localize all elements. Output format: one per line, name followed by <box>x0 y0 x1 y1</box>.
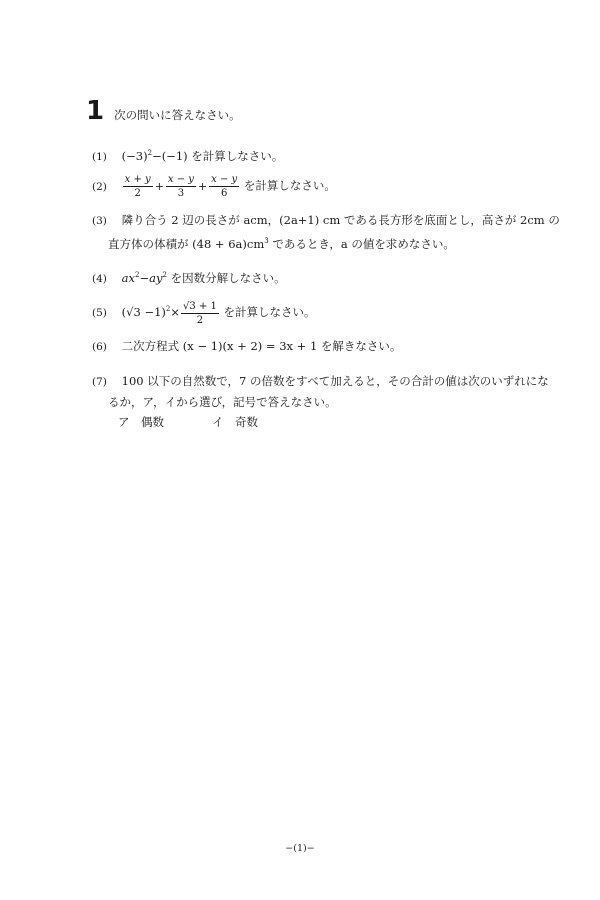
page-number: −(1)− <box>285 843 315 854</box>
q5-prefix: (√3 −1) <box>121 305 166 319</box>
q1-expr2: −(−1) <box>152 149 188 163</box>
question-number: (7) <box>92 376 107 388</box>
q2-fraction-3 <box>209 173 239 200</box>
question-number: (5) <box>92 307 107 319</box>
section-title: 次の問いに答えなさい。 <box>114 108 241 122</box>
q4-operator: − <box>139 271 150 285</box>
question-7-continued <box>108 391 337 413</box>
q4-instruction: を因数分解しなさい。 <box>170 271 286 285</box>
q7-line-1: 100 以下の自然数で，7 の倍数をすべて加えると，その合計の値は次のいずれにな <box>121 374 549 388</box>
choice-b: イ 奇数 <box>212 415 258 429</box>
denominator: 3 <box>177 188 185 199</box>
q3-line-1: 隣り合う 2 辺の長さが acm，(2a+1) cm である長方形を底面とし，高さが 2cm の <box>121 213 560 227</box>
q1-exponent: 2 <box>147 149 153 157</box>
question-5 <box>92 298 316 327</box>
q3-exponent: 3 <box>264 237 269 245</box>
question-number: (2) <box>92 180 107 193</box>
q5-exponent: 2 <box>165 305 171 313</box>
numerator: x − y <box>211 174 238 185</box>
choice-a: ア 偶数 <box>118 415 164 429</box>
denominator: 2 <box>134 188 141 199</box>
q2-fraction-1 <box>123 173 153 200</box>
numerator: x + y <box>124 174 151 185</box>
q4-term-a: ax <box>121 271 135 285</box>
question-7 <box>92 370 549 393</box>
question-number: (4) <box>92 273 107 285</box>
plus-operator: + <box>197 179 208 193</box>
q3-line-2-tail: であるとき，a の値を求めなさい。 <box>272 237 455 251</box>
q4-exponent-a: 2 <box>135 271 140 279</box>
section-header <box>86 98 241 126</box>
denominator: 2 <box>196 314 204 326</box>
q5-operator: × <box>170 305 180 319</box>
plus-operator: + <box>154 179 164 193</box>
q7-line-2: るか，ア，イから選び，記号で答えなさい。 <box>108 395 337 409</box>
q5-instruction: を計算しなさい。 <box>223 305 316 319</box>
section-number: 1 <box>86 96 105 126</box>
question-number: (3) <box>92 215 107 227</box>
question-3 <box>92 209 560 232</box>
question-number: (6) <box>92 341 107 353</box>
q6-text: 二次方程式 (x − 1)(x + 2) = 3x + 1 を解きなさい。 <box>121 339 402 353</box>
q2-fraction-2 <box>166 173 196 200</box>
question-2 <box>92 173 336 200</box>
question-1 <box>92 142 283 168</box>
q3-line-2: 直方体の体積が (48 + 6a)cm <box>108 237 265 251</box>
numerator: x − y <box>167 174 194 185</box>
question-4 <box>92 264 286 290</box>
numerator: √3 + 1 <box>183 300 217 312</box>
q2-instruction: を計算しなさい。 <box>243 178 336 193</box>
question-3-continued <box>108 230 455 255</box>
q4-term-b: ay <box>149 271 163 285</box>
question-6 <box>92 335 401 358</box>
q1-expr: (−3) <box>121 149 148 163</box>
q4-exponent-b: 2 <box>162 271 167 279</box>
question-number: (1) <box>92 151 107 163</box>
q1-instruction: を計算しなさい。 <box>191 149 284 163</box>
q5-fraction <box>181 300 219 327</box>
denominator: 6 <box>220 188 228 199</box>
